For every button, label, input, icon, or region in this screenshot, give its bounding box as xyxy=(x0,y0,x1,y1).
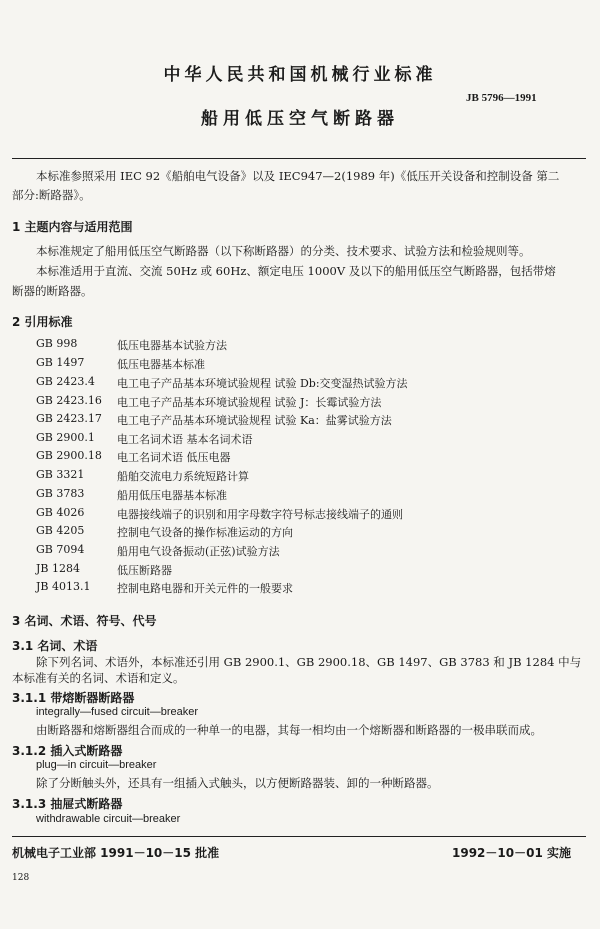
reference-code: JB 4013.1 xyxy=(36,580,91,593)
page-number: 128 xyxy=(12,873,30,883)
approval-date: 机械电子工业部 1991－10－15 批准 xyxy=(12,846,220,860)
section-3-1-2-heading: 3.1.2 插入式断路器 xyxy=(12,744,123,758)
section-1-heading: 1 主题内容与适用范围 xyxy=(12,220,133,234)
reference-code: GB 7094 xyxy=(36,543,85,556)
reference-code: JB 1284 xyxy=(36,562,80,575)
section-1-para-1: 本标准规定了船用低压空气断路器（以下称断路器）的分类、技术要求、试验方法和检验规则等。 xyxy=(36,244,531,258)
section-3-heading: 3 名词、术语、符号、代号 xyxy=(12,614,157,628)
reference-title: 船用电气设备振动(正弦)试验方法 xyxy=(117,545,280,558)
section-3-1-line-2: 本标准有关的名词、术语和定义。 xyxy=(12,671,185,685)
section-1-para-2-line-2: 断器的断路器。 xyxy=(12,284,93,298)
footer-rule xyxy=(12,836,586,837)
reference-title: 低压断路器 xyxy=(117,564,172,577)
reference-code: GB 2423.17 xyxy=(36,412,102,425)
foreword-line-2: 部分:断路器》。 xyxy=(12,188,91,202)
reference-code: GB 3783 xyxy=(36,487,85,500)
reference-title: 电器接线端子的识别和用字母数字符号标志接线端子的通则 xyxy=(117,508,403,521)
reference-title: 控制电路电器和开关元件的一般要求 xyxy=(117,582,293,595)
section-3-1-3-heading: 3.1.3 抽屉式断路器 xyxy=(12,797,123,811)
header-rule xyxy=(12,158,586,159)
document-title: 船用低压空气断路器 xyxy=(201,109,399,129)
standard-number: JB 5796—1991 xyxy=(466,92,537,104)
reference-title: 电工电子产品基本环境试验规程 试验 Db:交变湿热试验方法 xyxy=(117,377,408,390)
organization-title: 中华人民共和国机械行业标准 xyxy=(163,65,437,85)
reference-code: GB 2423.16 xyxy=(36,394,102,407)
section-3-1-heading: 3.1 名词、术语 xyxy=(12,639,98,653)
reference-code: GB 2900.18 xyxy=(36,449,102,462)
section-3-1-1-english-term: integrally—fused circuit—breaker xyxy=(36,706,199,718)
reference-code: GB 4205 xyxy=(36,524,85,537)
reference-title: 电工名词术语 基本名词术语 xyxy=(117,433,253,446)
foreword-line-1: 本标准参照采用 IEC 92《船舶电气设备》以及 IEC947—2(1989 年)《低压开关设备和控制设备 第二 xyxy=(36,169,560,183)
section-1-para-2-line-1: 本标准适用于直流、交流 50Hz 或 60Hz、额定电压 1000V 及以下的船用低压空气断路器，包括带熔 xyxy=(36,264,556,278)
reference-code: GB 1497 xyxy=(36,356,85,369)
reference-title: 低压电器基本标准 xyxy=(117,358,205,371)
reference-code: GB 2900.1 xyxy=(36,431,95,444)
section-3-1-1-heading: 3.1.1 带熔断器断路器 xyxy=(12,691,135,705)
section-3-1-line-1: 除下列名词、术语外，本标准还引用 GB 2900.1、GB 2900.18、GB 1497、GB 3783 和 JB 1284 中与 xyxy=(36,655,582,669)
implementation-date: 1992－10－01 实施 xyxy=(452,846,571,860)
reference-title: 控制电气设备的操作标准运动的方向 xyxy=(117,526,293,539)
section-3-1-1-definition: 由断路器和熔断器组合而成的一种单一的电器，其每一相均由一个熔断器和断路器的一极串联而成。 xyxy=(36,723,542,737)
reference-code: GB 4026 xyxy=(36,506,85,519)
section-2-heading: 2 引用标准 xyxy=(12,315,73,329)
section-3-1-2-definition: 除了分断触头外，还具有一组插入式触头，以方便断路器装、卸的一种断路器。 xyxy=(36,776,439,790)
reference-code: GB 2423.4 xyxy=(36,375,95,388)
section-3-1-3-english-term: withdrawable circuit—breaker xyxy=(36,813,181,825)
reference-title: 船用低压电器基本标准 xyxy=(117,489,227,502)
reference-title: 低压电器基本试验方法 xyxy=(117,339,227,352)
section-3-1-2-english-term: plug—in circuit—breaker xyxy=(36,759,157,771)
reference-title: 船舶交流电力系统短路计算 xyxy=(117,470,249,483)
reference-title: 电工电子产品基本环境试验规程 试验 J：长霉试验方法 xyxy=(117,396,382,409)
reference-code: GB 3321 xyxy=(36,468,85,481)
reference-title: 电工名词术语 低压电器 xyxy=(117,451,231,464)
reference-code: GB 998 xyxy=(36,337,78,350)
reference-title: 电工电子产品基本环境试验规程 试验 Ka：盐雾试验方法 xyxy=(117,414,392,427)
